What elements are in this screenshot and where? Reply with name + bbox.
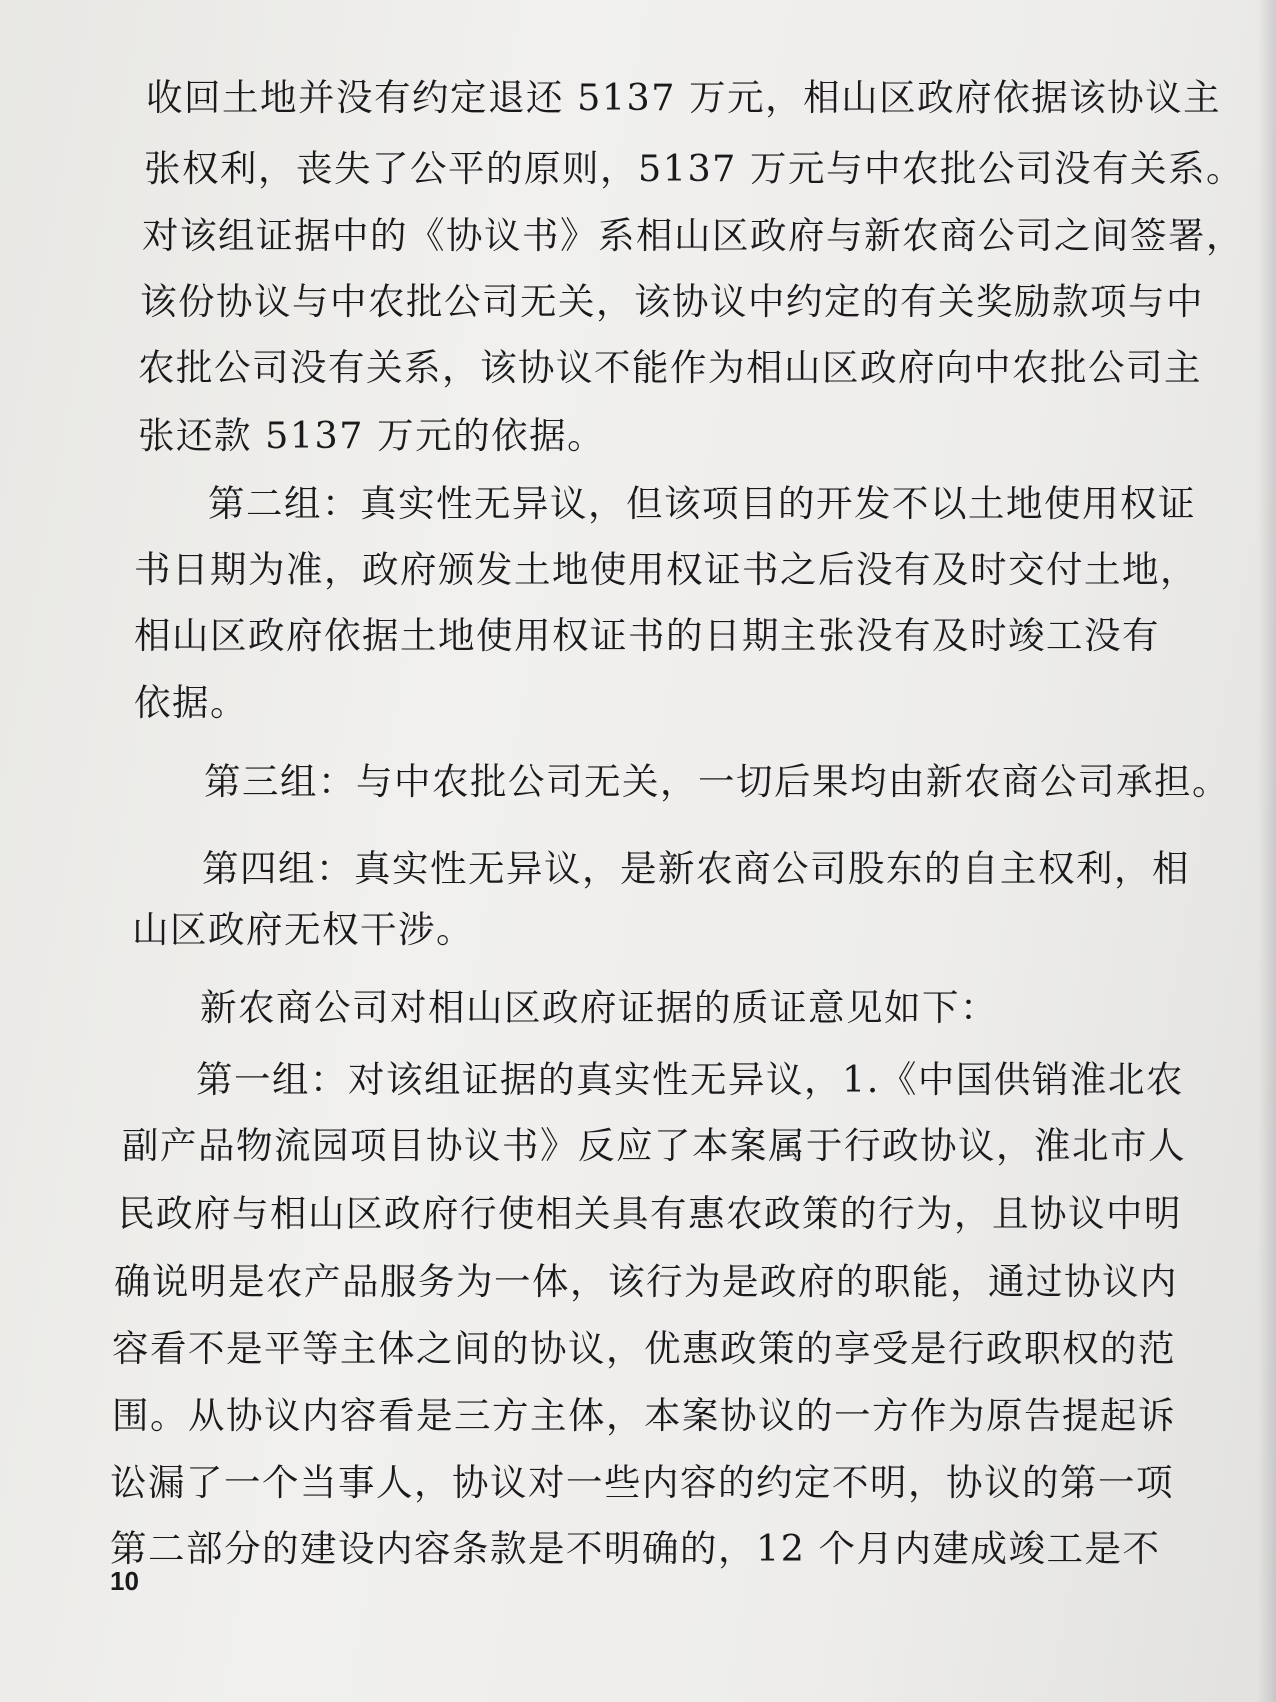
text-line: 山区政府无权干涉。 (132, 908, 474, 951)
text-line: 张还款 5137 万元的依据。 (138, 414, 606, 457)
text-line: 第二部分的建设内容条款是不明确的，12 个月内建成竣工是不 (110, 1527, 1161, 1570)
paragraph-start-line: 新农商公司对相山区政府证据的质证意见如下： (200, 986, 998, 1029)
text-line: 农批公司没有关系，该协议不能作为相山区政府向中农批公司主 (138, 346, 1202, 389)
paragraph-start-line: 第一组：对该组证据的真实性无异议，1.《中国供销淮北农 (196, 1058, 1184, 1101)
paragraph-start-line: 第二组：真实性无异议，但该项目的开发不以土地使用权证 (208, 482, 1196, 525)
text-line: 副产品物流园项目协议书》反应了本案属于行政协议，淮北市人 (122, 1124, 1186, 1167)
text-line: 书日期为准，政府颁发土地使用权证书之后没有及时交付土地， (134, 548, 1198, 591)
text-line: 收回土地并没有约定退还 5137 万元，相山区政府依据该协议主 (146, 76, 1222, 119)
text-line: 确说明是农产品服务为一体，该行为是政府的职能，通过协议内 (114, 1260, 1178, 1303)
paragraph-start-line: 第四组：真实性无异议，是新农商公司股东的自主权利，相 (202, 847, 1190, 890)
text-line: 容看不是平等主体之间的协议，优惠政策的享受是行政职权的范 (112, 1327, 1176, 1370)
text-line: 该份协议与中农批公司无关，该协议中约定的有关奖励款项与中 (140, 280, 1204, 323)
text-line: 张权利，丧失了公平的原则，5137 万元与中农批公司没有关系。 (144, 147, 1244, 190)
text-line: 讼漏了一个当事人，协议对一些内容的约定不明，协议的第一项 (110, 1461, 1174, 1504)
text-line: 对该组证据中的《协议书》系相山区政府与新农商公司之间签署， (142, 214, 1244, 257)
text-line: 相山区政府依据土地使用权证书的日期主张没有及时竣工没有 (134, 614, 1160, 657)
page-number: 10 (110, 1566, 139, 1596)
text-line: 民政府与相山区政府行使相关具有惠农政策的行为，且协议中明 (118, 1192, 1182, 1235)
text-line: 依据。 (134, 681, 248, 724)
text-line: 围。从协议内容看是三方主体，本案协议的一方作为原告提起诉 (112, 1394, 1176, 1437)
paragraph-start-line: 第三组：与中农批公司无关，一切后果均由新农商公司承担。 (204, 760, 1230, 803)
page-edge-shadow (1258, 0, 1276, 1702)
